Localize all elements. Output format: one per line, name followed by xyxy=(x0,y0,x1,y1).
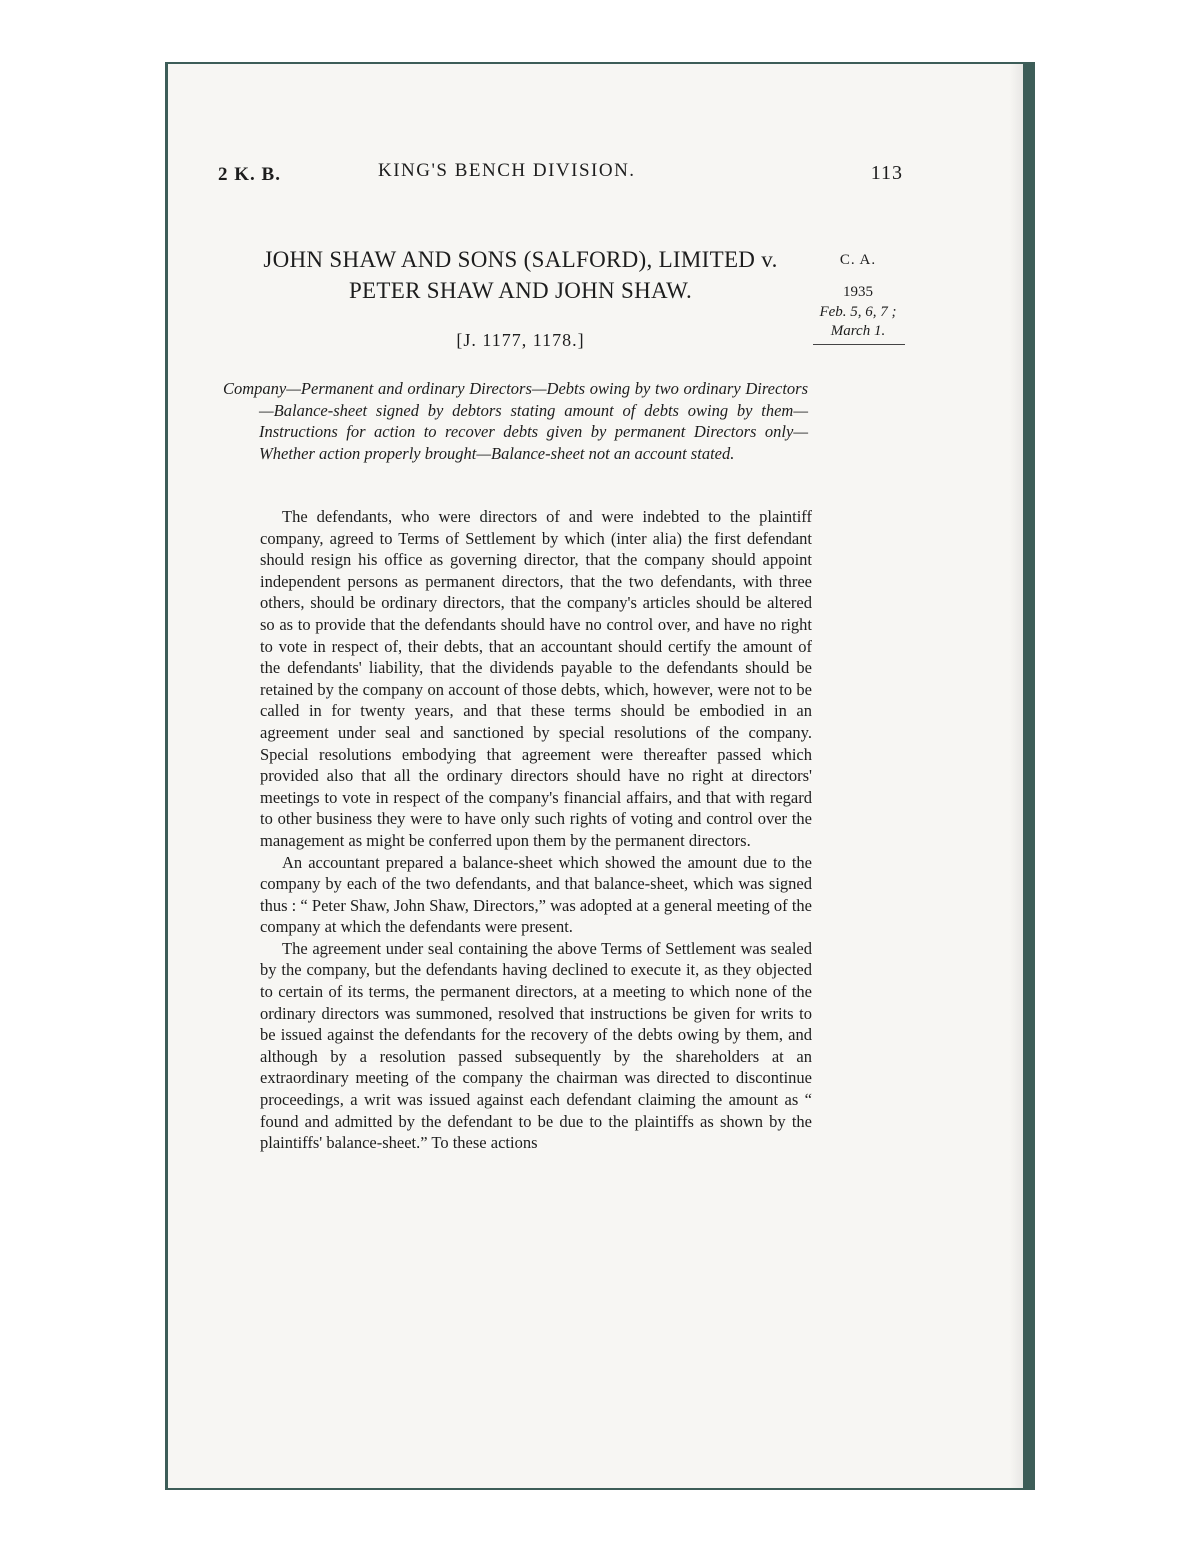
book-page xyxy=(168,64,1023,1488)
sidenote-rule xyxy=(813,344,905,345)
page-number: 113 xyxy=(870,162,903,184)
case-title xyxy=(228,244,813,306)
paragraph-3: The agreement under seal containing the above Terms of Settlement was sealed by the company, but the defendants having declined to execute it, as they objected to certain of its terms, the permanent directors, at a meeting to which none of the ordinary directors was summoned, resolved that instructions be given for writs to be issued against the defendants for the recovery of the debts owing by them, and although by a resolution passed subsequently by the shareholders at an extraordinary meeting of the company the chairman was directed to discontinue proceedings, a writ was issued against each defendant claiming the amount as “ found and admitted by the defendant to be due to the plaintiffs as shown by the plaintiffs' balance-sheet.” To these actions xyxy=(260,938,812,1153)
paragraph-1: The defendants, who were directors of and were indebted to the plaintiff company, agreed to Terms of Settlement by which (inter alia) the first defendant should resign his office as governing director, that the company should appoint independent persons as permanent directors, that the two defendants, with three others, should be ordinary directors, that the company's articles should be altered so as to provide that the defendants should have no control over, and have no right to vote in respect of, their debts, that an accountant should certify the amount of the defendants' liability, that the dividends payable to the defendants should be retained by the company on account of those debts, which, however, were not to be called in for twenty years, and that these terms should be embodied in an agreement under seal and sanctioned by special resolutions of the company. Special resolutions embodying that agreement were thereafter passed which provided also that all the ordinary directors should have no right at directors' meetings to vote in respect of the company's financial affairs, and that with regard to other business they were to have only such rights of voting and control over the management as might be conferred upon them by the permanent directors. xyxy=(260,507,812,850)
judgment-body xyxy=(260,506,812,1154)
year-label: 1935 xyxy=(843,284,873,300)
case-title-line-2: PETER SHAW AND JOHN SHAW. xyxy=(348,278,693,303)
running-head xyxy=(168,160,1023,190)
report-volume: 2 K. B. xyxy=(218,164,281,185)
hearing-dates-2: March 1. xyxy=(830,323,886,339)
headnote-text: Company—Permanent and ordinary Directors—Debts owing by two ordinary Directors—Balance-sheet signed by debtors stating amount of debts owing by them—Instructions for action to recover debts given by permanent Directors only—Whether action properly brought—Balance-sheet not an account stated. xyxy=(223,379,808,463)
headnote xyxy=(223,378,808,464)
page-shadow xyxy=(1009,64,1023,1488)
case-citation: [J. 1177, 1178.] xyxy=(456,330,585,350)
margin-sidenote xyxy=(813,250,903,345)
paragraph-2: An accountant prepared a balance-sheet which showed the amount due to the company by each of the two defendants, and that balance-sheet, which was signed thus : “ Peter Shaw, John Shaw, Directors,” was adopted at a general meeting of the company at which the defendants were present. xyxy=(260,852,812,937)
court-label: C. A. xyxy=(839,252,877,268)
hearing-dates-1: Feb. 5, 6, 7 ; xyxy=(819,304,897,320)
division-title: KING'S BENCH DIVISION. xyxy=(378,160,636,181)
case-title-line-1: JOHN SHAW AND SONS (SALFORD), LIMITED v. xyxy=(263,247,778,272)
